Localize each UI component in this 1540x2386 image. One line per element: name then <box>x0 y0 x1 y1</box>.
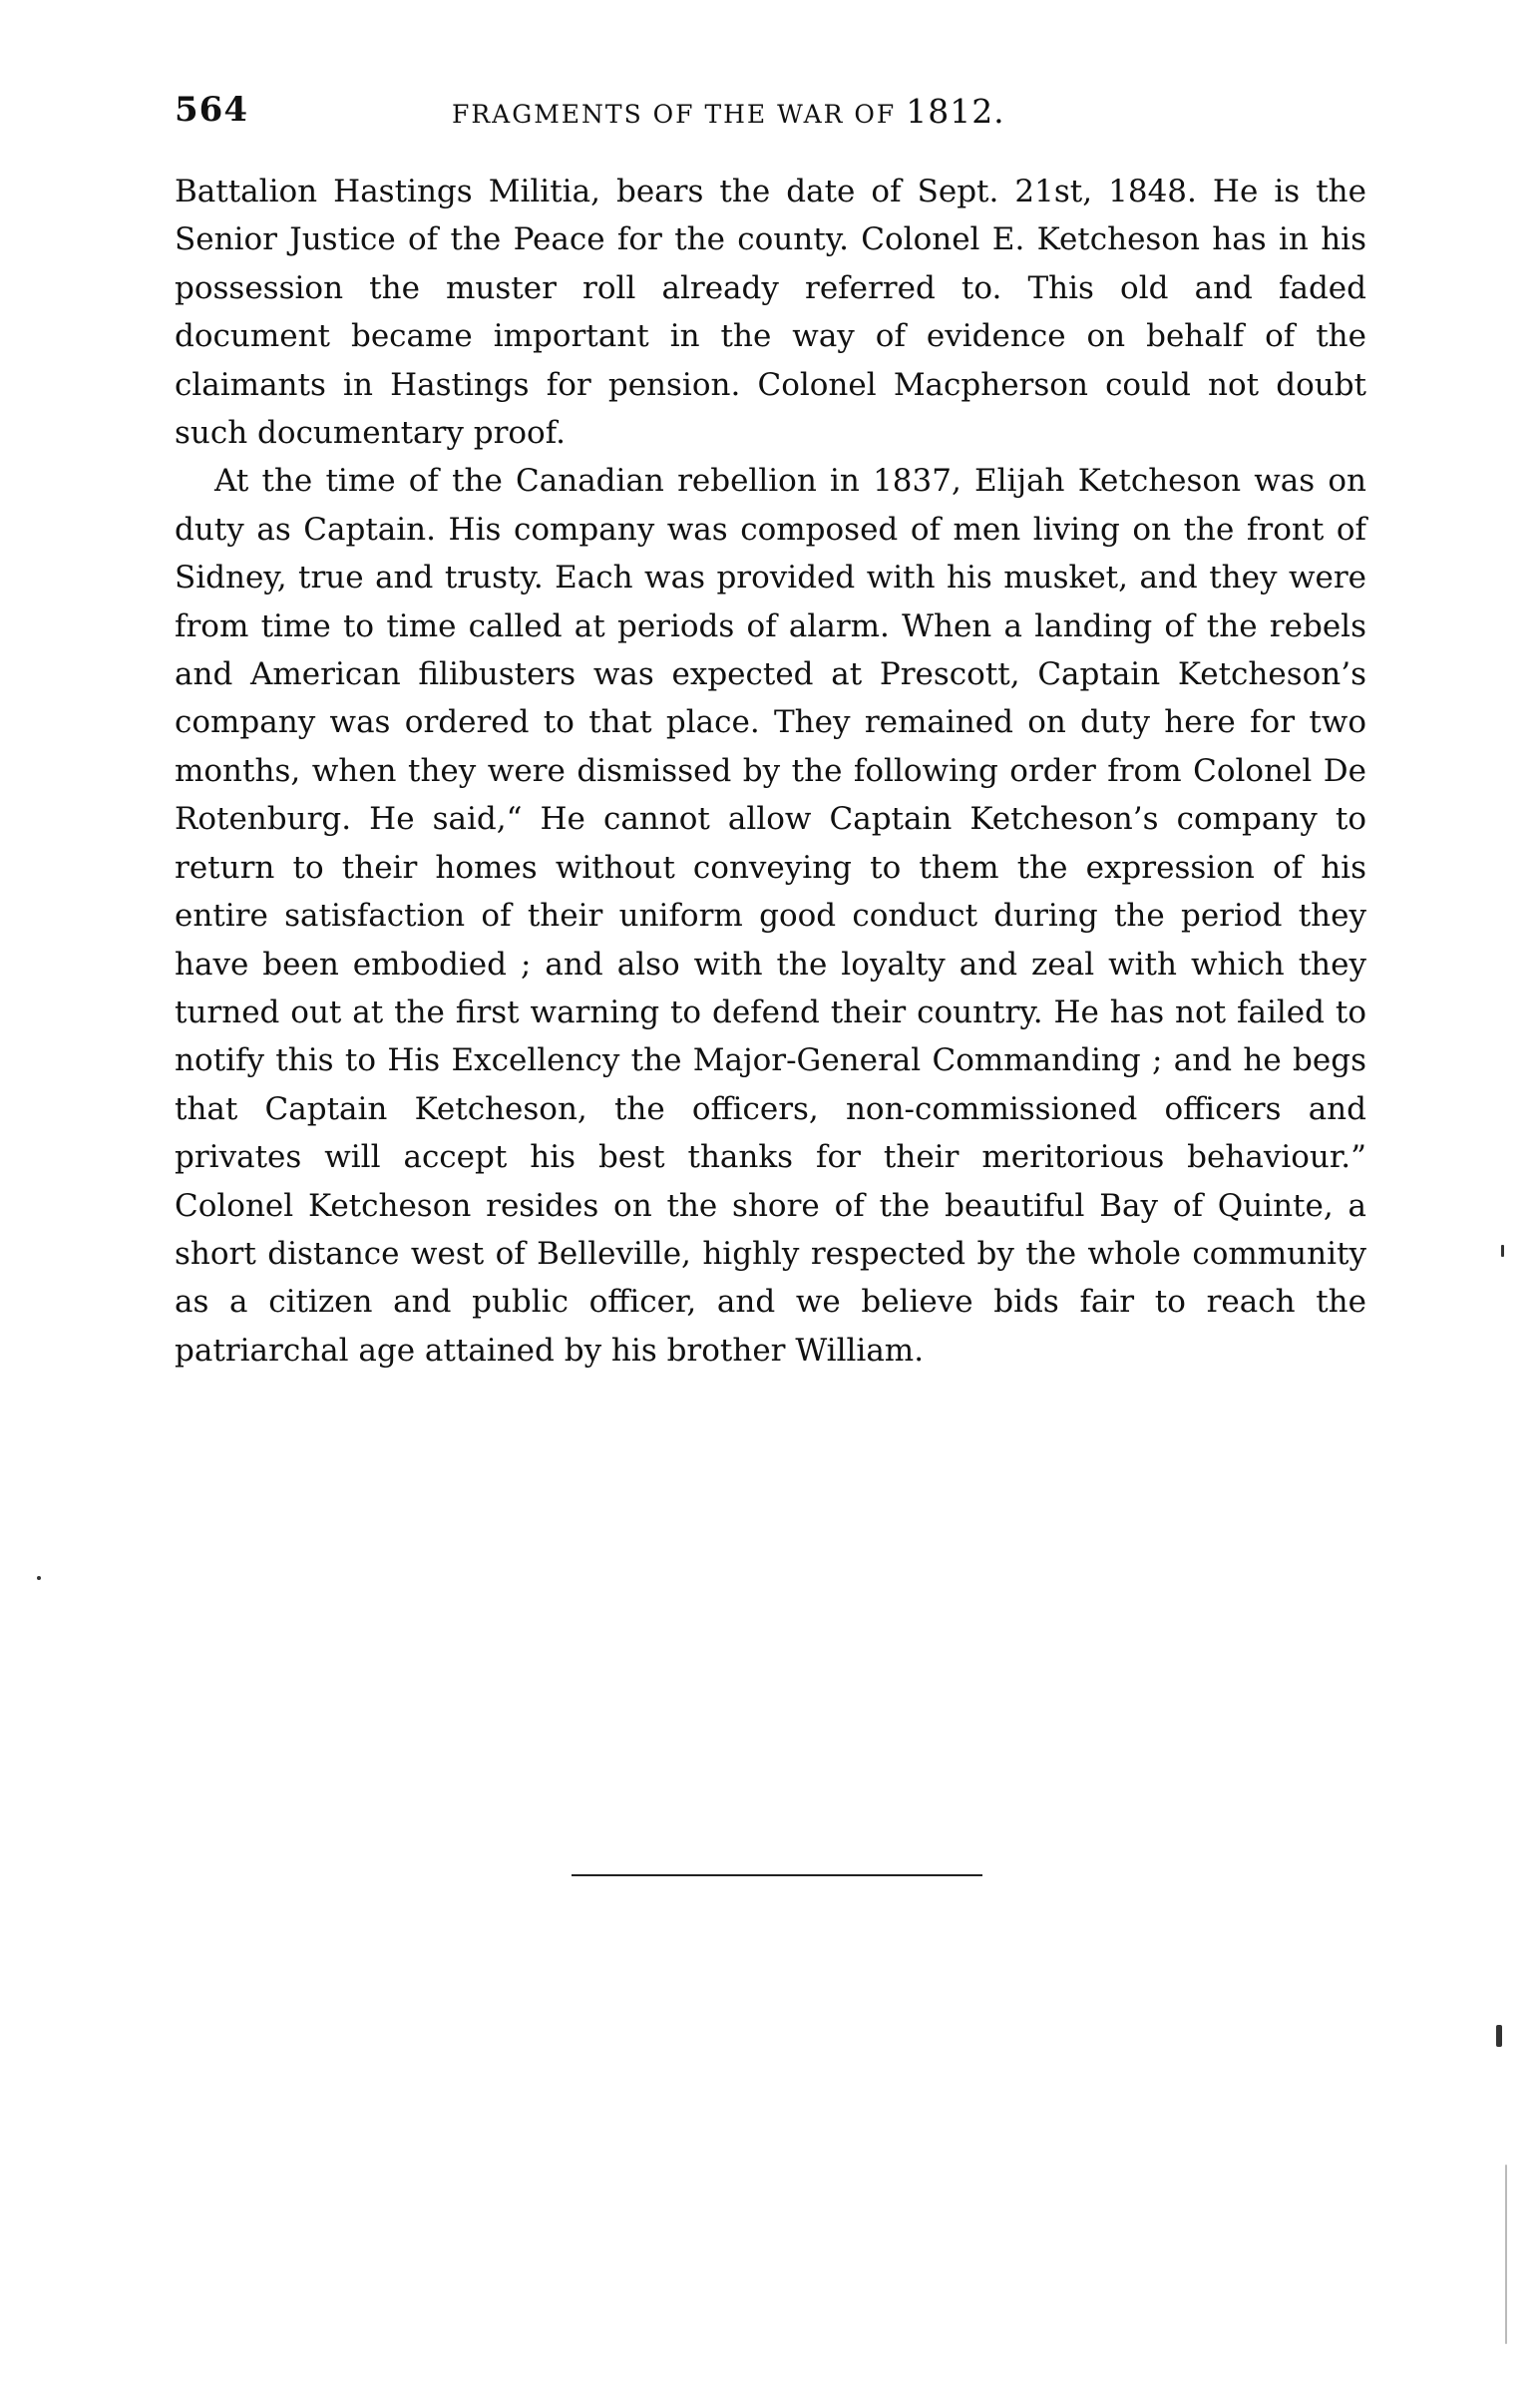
page-number: 564 <box>175 90 248 130</box>
scan-speck <box>37 1576 41 1580</box>
scan-speck <box>1496 2025 1502 2047</box>
section-end-rule <box>572 1874 982 1876</box>
body-text <box>175 168 1366 1375</box>
paragraph-continued: Battalion Hastings Militia, bears the date of Sept. 21st, 1848. He is the Senior Justice of the Peace for the county. Colonel E. Ketcheson has in his possession the muster roll already referred to. This old and faded document became important in the way of evidence on behalf of the claimants in Hastings for pension. Colonel Macpherson could not doubt such documentary proof. <box>175 174 1366 452</box>
running-title-text: FRAGMENTS OF THE WAR OF <box>452 100 907 129</box>
running-title <box>452 90 1005 137</box>
running-head <box>175 88 1381 138</box>
paragraph-rebellion: At the time of the Canadian rebellion in 1837, Elijah Ketcheson was on duty as Captain. His company was composed of men living on the front of Sidney, true and trusty. Each was provided with his musket, and they were from time to time called at periods of alarm. When a landing of the rebels and American filibusters was expected at Prescott, Captain Ketcheson’s company was ordered to that place. They remained on duty here for two months, when they were dismissed by the following order from Colonel De Rotenburg. He said,“ He cannot allow Captain Ketcheson’s company to return to their homes without conveying to them the expression of his entire satisfaction of their uniform good conduct during the period they have been embodied ; and also with the loyalty and zeal with which they turned out at the first warning to defend their country. He has not failed to notify this to His Excellency the Major-General Commanding ; and he begs that Captain Ketcheson, the officers, non-commissioned officers and privates will accept his best thanks for their meritorious behaviour.” Colonel Ketcheson resides on the shore of the beautiful Bay of Quinte, a short distance west of Belleville, highly respected by the whole community as a citizen and public officer, and we believe bids fair to reach the patriarchal age attained by his brother William. <box>175 463 1366 1369</box>
running-title-year: 1812. <box>906 92 1005 131</box>
scan-speck <box>1501 1245 1504 1257</box>
scan-edge-mark <box>1505 2165 1507 2344</box>
